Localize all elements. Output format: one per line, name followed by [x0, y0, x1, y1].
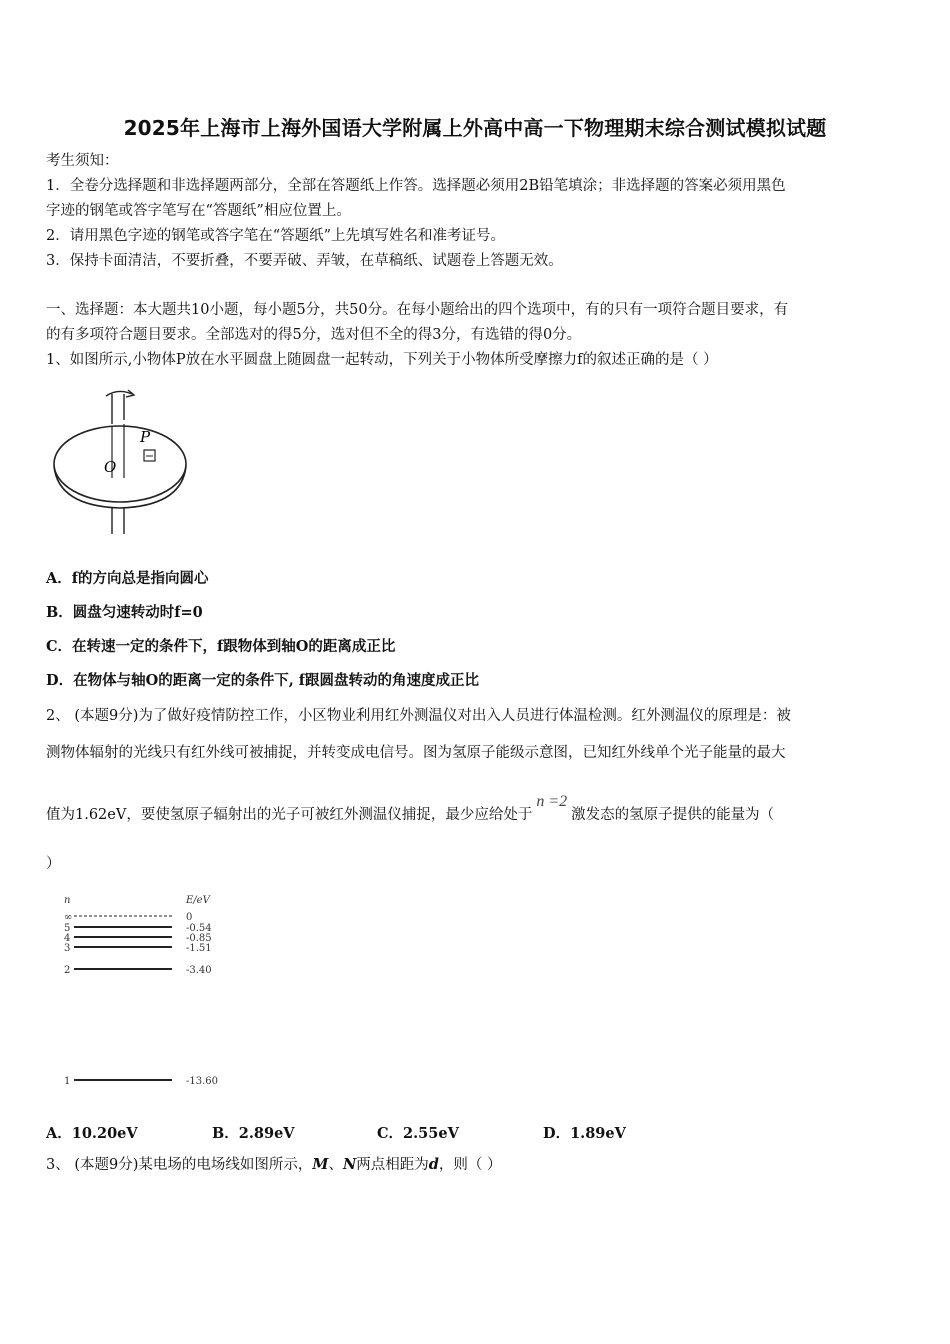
question-2-stem: 2、 (本题9分)为了做好疫情防控工作，小区物业利用红外测温仪对出入人员进行体温检测。红外测温仪的原理是：被: [46, 708, 791, 724]
option-b: B．圆盘匀速转动时f=0: [46, 604, 203, 621]
notice-item: 字迹的钢笔或答字笔写在“答题纸”相应位置上。: [46, 203, 351, 219]
notice-item: 3．保持卡面清洁，不要折叠，不要弄破、弄皱，在草稿纸、试题卷上答题无效。: [46, 253, 563, 269]
notice-item: 2．请用黑色字迹的钢笔或答字笔在“答题纸”上先填写姓名和准考证号。: [46, 228, 506, 244]
level-energy-label: -1.51: [186, 943, 212, 954]
label-p: P: [140, 428, 151, 446]
stem-part: 3、 (本题9分)某电场的电场线如图所示，: [46, 1157, 313, 1173]
option-b: B．2.89eV: [212, 1125, 295, 1142]
point-n: N: [342, 1156, 357, 1173]
stem-part: 激发态的氢原子提供的能量为（: [571, 807, 775, 823]
level-n-label: 2: [64, 965, 71, 976]
section-heading: 一、选择题：本大题共10小题，每小题5分，共50分。在每小题给出的四个选项中，有的只有一项符合题目要求，有: [46, 302, 789, 318]
option-d: D．1.89eV: [543, 1125, 626, 1142]
option-a: A．10.20eV: [46, 1125, 138, 1142]
section-heading-cont: 的有多项符合题目要求。全部选对的得5分，选对但不全的得3分，有选错的得0分。: [46, 327, 582, 343]
question-1-stem: 1、如图所示,小物体P放在水平圆盘上随圆盘一起转动，下列关于小物体所受摩擦力f的叙述正确的是（ ）: [46, 352, 718, 368]
option-c: C．在转速一定的条件下，f跟物体到轴O的距离成正比: [46, 638, 396, 655]
energy-axis-label: E/eV: [186, 895, 210, 906]
question-3-stem: [46, 1155, 501, 1175]
question-2-stem: [46, 793, 775, 825]
n-axis-label: n: [64, 895, 71, 906]
question-2-stem-end: ）: [46, 856, 61, 872]
separator: 、: [328, 1157, 343, 1173]
distance-d: d: [428, 1156, 439, 1173]
option-d: D．在物体与轴O的距离一定的条件下, f跟圆盘转动的角速度成正比: [46, 672, 480, 689]
stem-part: 值为1.62eV，要使氢原子辐射出的光子可被红外测温仪捕捉，最少应给处于: [46, 807, 533, 823]
level-n-label: 4: [64, 933, 71, 944]
level-energy-label: -3.40: [186, 965, 212, 976]
stem-part: ，则（ ）: [438, 1157, 502, 1173]
notice-item: 1．全卷分选择题和非选择题两部分，全部在答题纸上作答。选择题必须用2B铅笔填涂；非选择题的答案必须用黑色: [46, 178, 786, 194]
point-m: M: [312, 1156, 329, 1173]
notice-heading: 考生须知：: [46, 153, 119, 169]
formula-n-equals-2: n =2: [536, 793, 568, 810]
question-2-stem: 测物体辐射的光线只有红外线可被捕捉，并转变成电信号。图为氢原子能级示意图，已知红外线单个光子能量的最大: [46, 745, 786, 761]
level-energy-label: -13.60: [186, 1076, 219, 1087]
level-energy-label: -0.85: [186, 933, 212, 944]
level-n-label: 5: [64, 923, 71, 934]
level-energy-label: -0.54: [186, 923, 212, 934]
option-a: A．f的方向总是指向圆心: [46, 570, 209, 587]
rotating-disc-figure: [50, 384, 195, 536]
level-n-label: 3: [64, 943, 71, 954]
option-c: C．2.55eV: [377, 1125, 459, 1142]
page-title: 2025年上海市上海外国语大学附属上外高中高一下物理期末综合测试模拟试题: [123, 116, 827, 140]
level-energy-label: 0: [186, 912, 193, 923]
stem-part: 两点相距为: [356, 1157, 429, 1173]
label-o: O: [104, 458, 117, 476]
level-n-label: 1: [64, 1076, 71, 1087]
level-n-label: ∞: [64, 912, 73, 923]
energy-level-diagram: [58, 892, 228, 1092]
